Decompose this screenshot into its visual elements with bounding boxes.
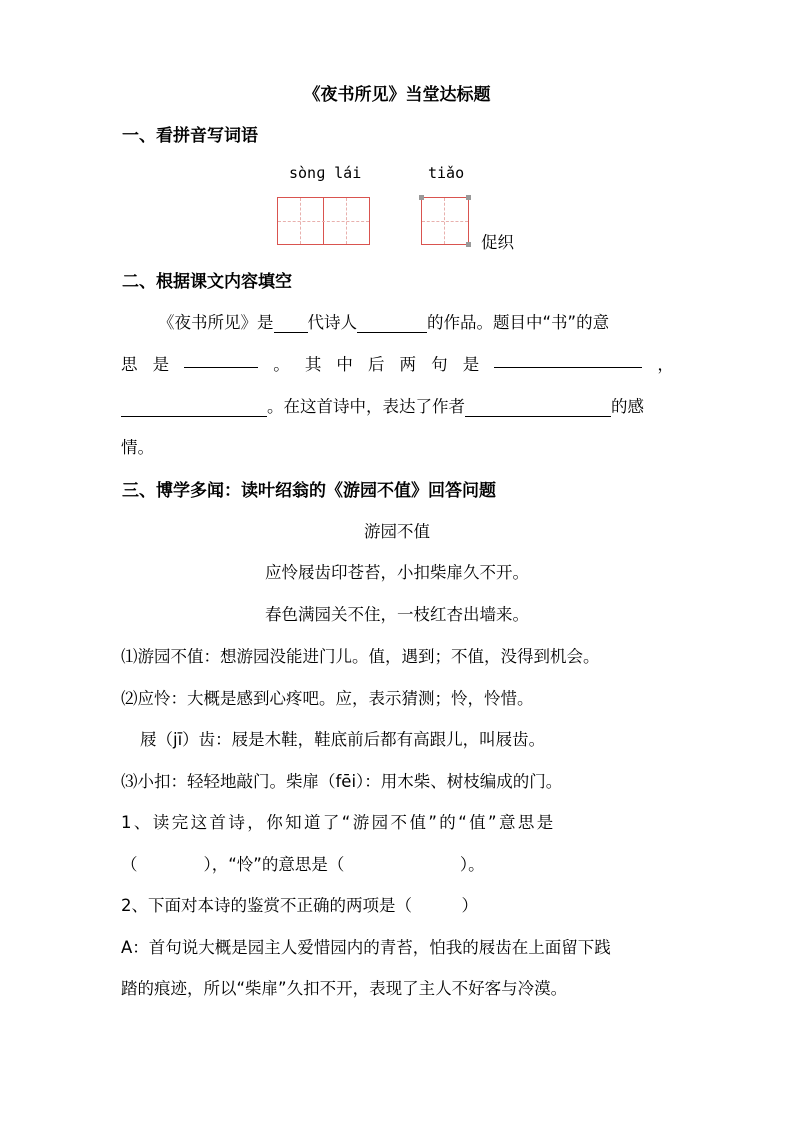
fill-line-4: 情。 — [121, 438, 154, 457]
blank-last-lines[interactable] — [494, 351, 642, 368]
option-a-line-1: A：首句说大概是园主人爱惜园内的青苔，怕我的屐齿在上面留下践 — [121, 938, 611, 957]
question-1-line-1: 1、读完这首诗，你知道了“游园不值”的“值”意思是 — [121, 813, 556, 832]
text: 的作品。题目中“书”的意 — [427, 313, 610, 332]
note-4: ⑶小扣：轻轻地敲门。柴扉（fēi）：用木柴、树枝编成的门。 — [121, 772, 563, 791]
text: ， — [657, 355, 674, 374]
question-1-line-2: （ ），“怜”的意思是（ ）。 — [121, 855, 485, 874]
resize-handle[interactable] — [419, 195, 424, 200]
option-a-line-2: 踏的痕迹，所以“柴扉”久扣不开，表现了主人不好客与冷漠。 — [121, 979, 568, 998]
blank-meaning[interactable] — [184, 351, 258, 368]
text: 中 — [336, 355, 353, 374]
note-3: 屐（jī）齿：屐是木鞋，鞋底前后都有高跟儿，叫屐齿。 — [140, 730, 546, 749]
blank-feeling[interactable] — [465, 400, 611, 417]
blank-poet[interactable] — [357, 316, 427, 333]
resize-handle[interactable] — [466, 242, 471, 247]
note-2: ⑵应怜：大概是感到心疼吧。应，表示猜测；怜，怜惜。 — [121, 689, 534, 708]
text: 是 — [152, 355, 170, 374]
blank-dynasty[interactable] — [274, 316, 308, 333]
text: 思 — [121, 355, 138, 374]
text: 后 — [367, 355, 385, 374]
fill-line-2 — [121, 351, 674, 375]
poem-title: 游园不值 — [364, 522, 430, 541]
section1-heading: 一、看拼音写词语 — [122, 126, 258, 146]
resize-handle[interactable] — [466, 195, 471, 200]
text: 其 — [304, 355, 322, 374]
pinyin-tiao: tiǎo — [428, 164, 465, 182]
blank-last-lines-cont[interactable] — [121, 400, 267, 417]
section2-heading: 二、根据课文内容填空 — [122, 272, 292, 292]
fill-line-3 — [121, 393, 644, 417]
page-title: 《夜书所见》当堂达标题 — [303, 85, 491, 105]
text: 句 — [431, 355, 448, 374]
writing-grid-song-lai[interactable] — [277, 197, 370, 245]
poem-line-2: 春色满园关不住，一枝红杏出墙来。 — [265, 605, 529, 624]
question-2: 2、下面对本诗的鉴赏不正确的两项是（ ） — [121, 896, 478, 915]
text: 是 — [462, 355, 480, 374]
writing-grid-tiao[interactable] — [421, 197, 469, 245]
section3-heading: 三、博学多闻：读叶绍翁的《游园不值》回答问题 — [122, 481, 496, 501]
pinyin-song-lai: sònɡ lái — [289, 164, 362, 182]
note-1: ⑴游园不值：想游园没能进门儿。值，遇到；不值，没得到机会。 — [121, 647, 600, 666]
text: 的感 — [611, 397, 644, 416]
word-suffix: 促织 — [481, 233, 514, 252]
poem-line-1: 应怜屐齿印苍苔，小扣柴扉久不开。 — [265, 563, 529, 582]
text: 代诗人 — [307, 313, 357, 332]
fill-line-1 — [158, 309, 609, 333]
text: 。 — [273, 355, 290, 374]
text: 。在这首诗中，表达了作者 — [267, 397, 465, 416]
text: 《夜书所见》是 — [158, 313, 274, 332]
text: 两 — [399, 355, 417, 374]
